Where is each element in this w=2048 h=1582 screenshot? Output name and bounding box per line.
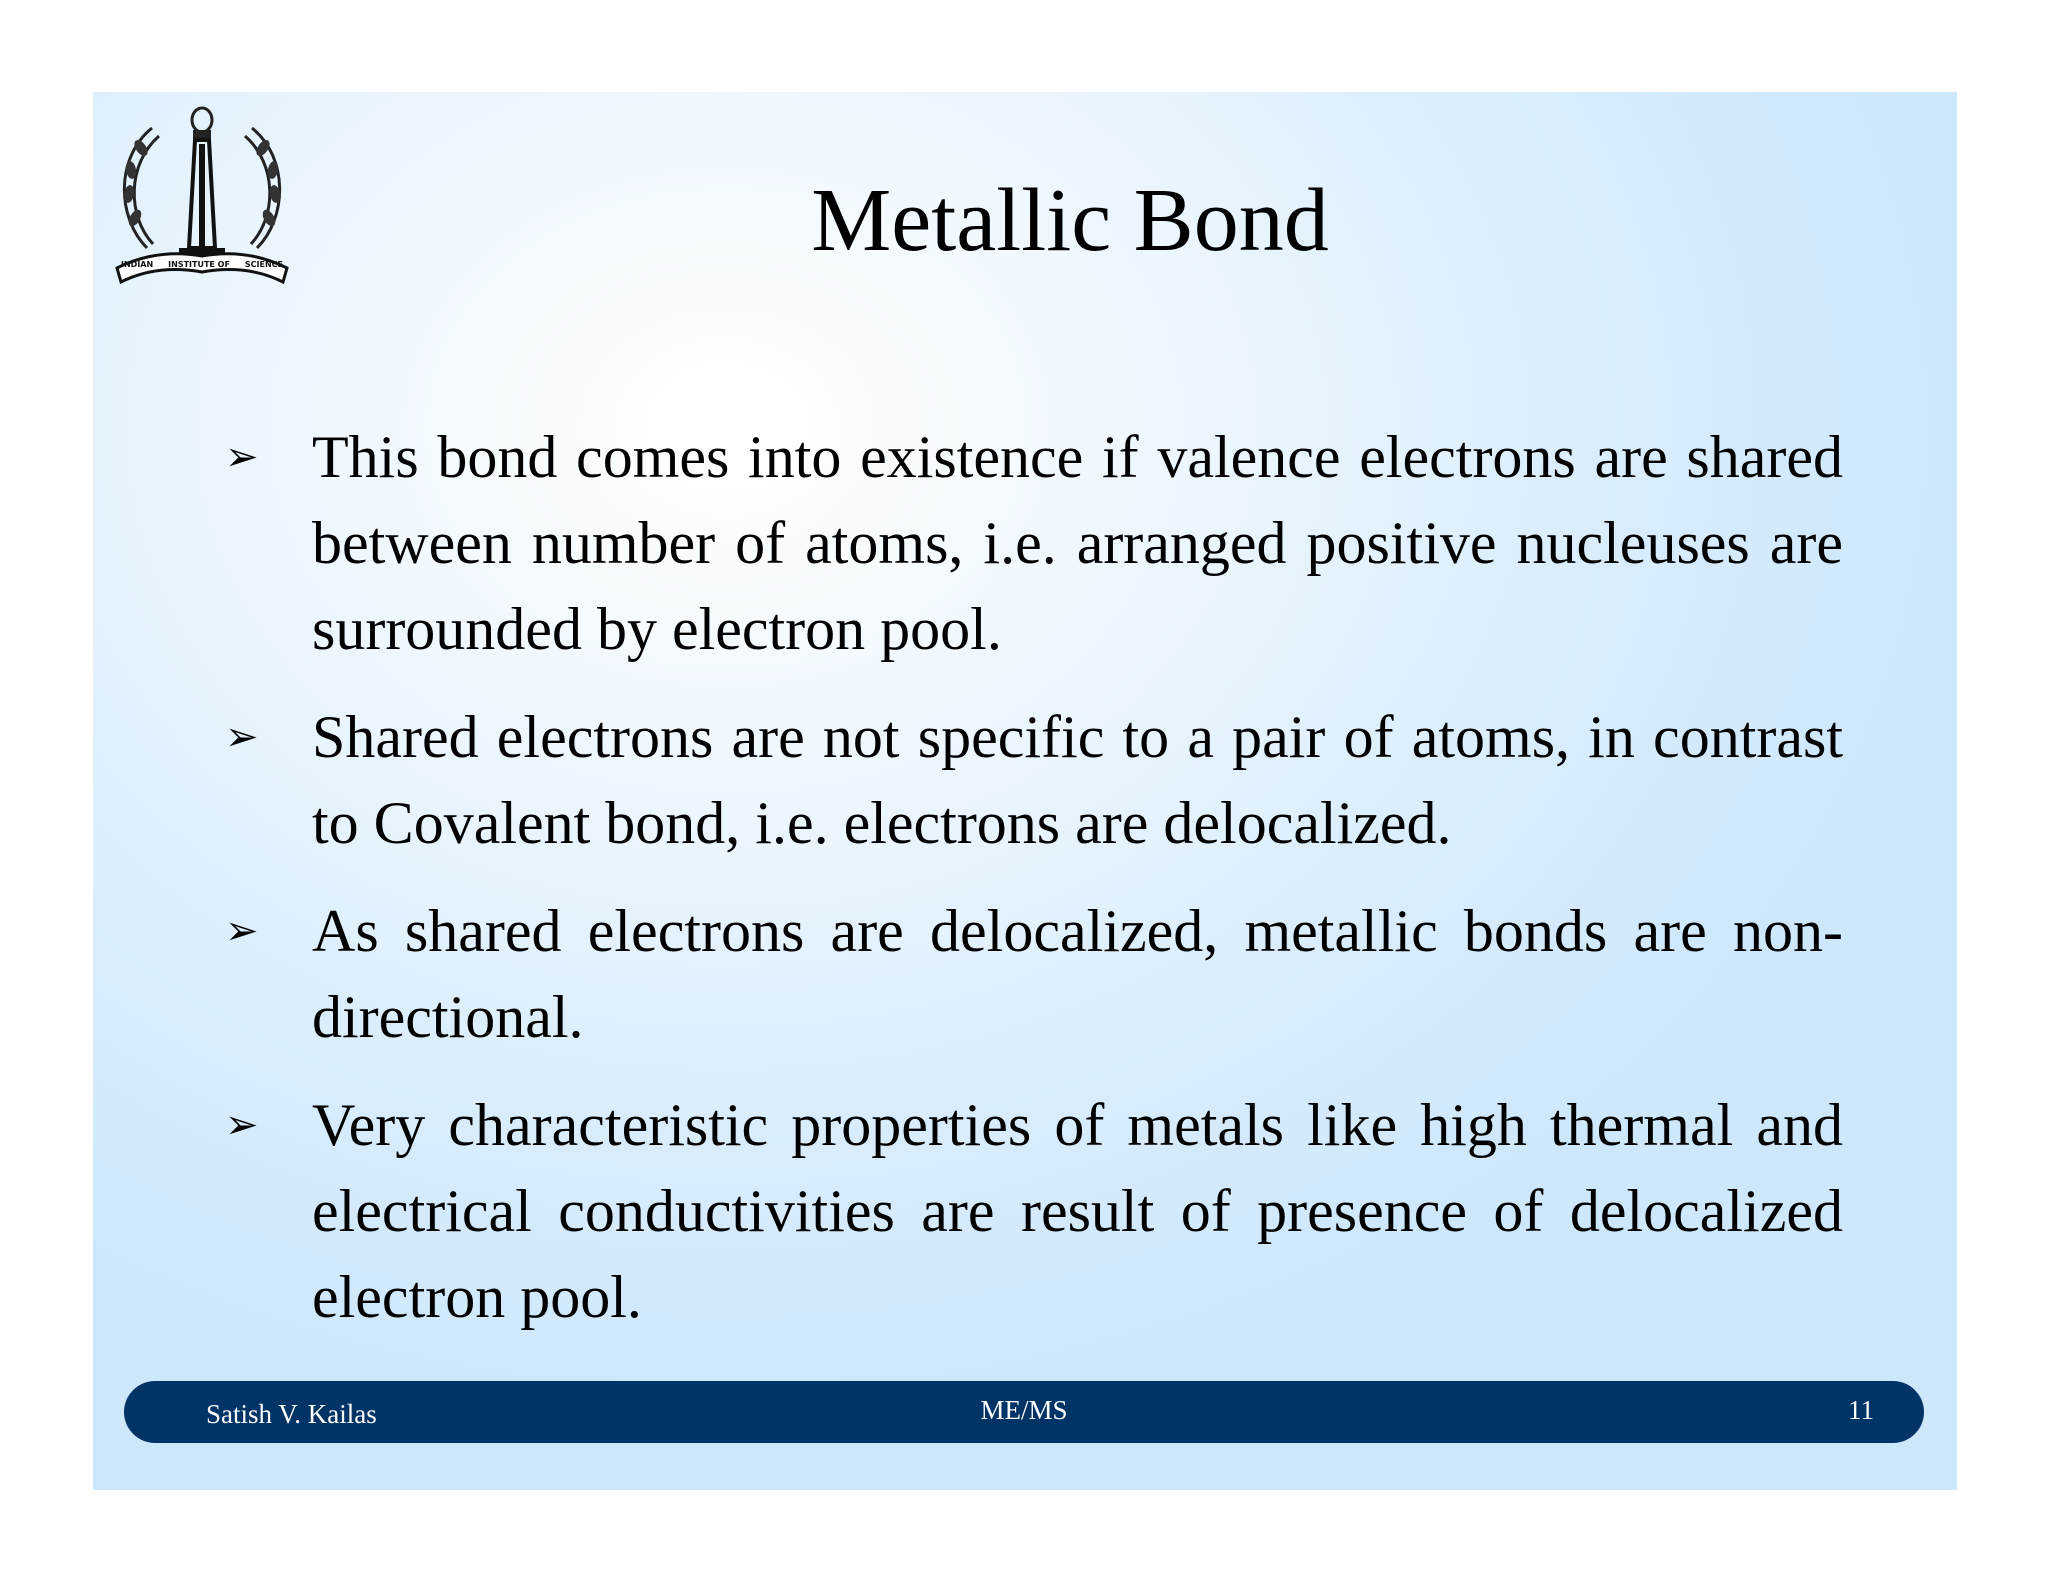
- bullet-item: [223, 1082, 1843, 1340]
- arrow-bullet-icon: ➢: [225, 908, 259, 953]
- bullet-item: [223, 694, 1843, 866]
- logo-banner-word: SCIENCE: [244, 260, 283, 269]
- footer-course: ME/MS: [980, 1395, 1068, 1425]
- bullet-text: Very characteristic properties of metals like high thermal and electrical conductivities are result of presence of delocalized electron pool.: [312, 1092, 1843, 1330]
- footer-bar: [124, 1381, 1924, 1443]
- logo-banner-word: INDIAN: [121, 260, 154, 269]
- bullet-list: [223, 414, 1843, 1362]
- footer-author: Satish V. Kailas: [206, 1399, 377, 1429]
- bullet-text: Shared electrons are not specific to a pair of atoms, in contrast to Covalent bond, i.e. electrons are delocalized.: [312, 704, 1843, 856]
- bullet-item: [223, 414, 1843, 672]
- slide: [93, 92, 1957, 1490]
- logo-banner-word: INSTITUTE OF: [168, 260, 230, 269]
- arrow-bullet-icon: ➢: [225, 434, 259, 479]
- bullet-text: As shared electrons are delocalized, metallic bonds are non-directional.: [312, 898, 1843, 1050]
- slide-title: Metallic Bond: [811, 171, 1329, 270]
- arrow-bullet-icon: ➢: [225, 714, 259, 759]
- page-number: 11: [1848, 1395, 1874, 1425]
- bullet-text: This bond comes into existence if valence electrons are shared between number of atoms, i.e. arranged positive nucleuses are surrounded by electron pool.: [312, 424, 1843, 662]
- bullet-item: [223, 888, 1843, 1060]
- arrow-bullet-icon: ➢: [225, 1102, 259, 1147]
